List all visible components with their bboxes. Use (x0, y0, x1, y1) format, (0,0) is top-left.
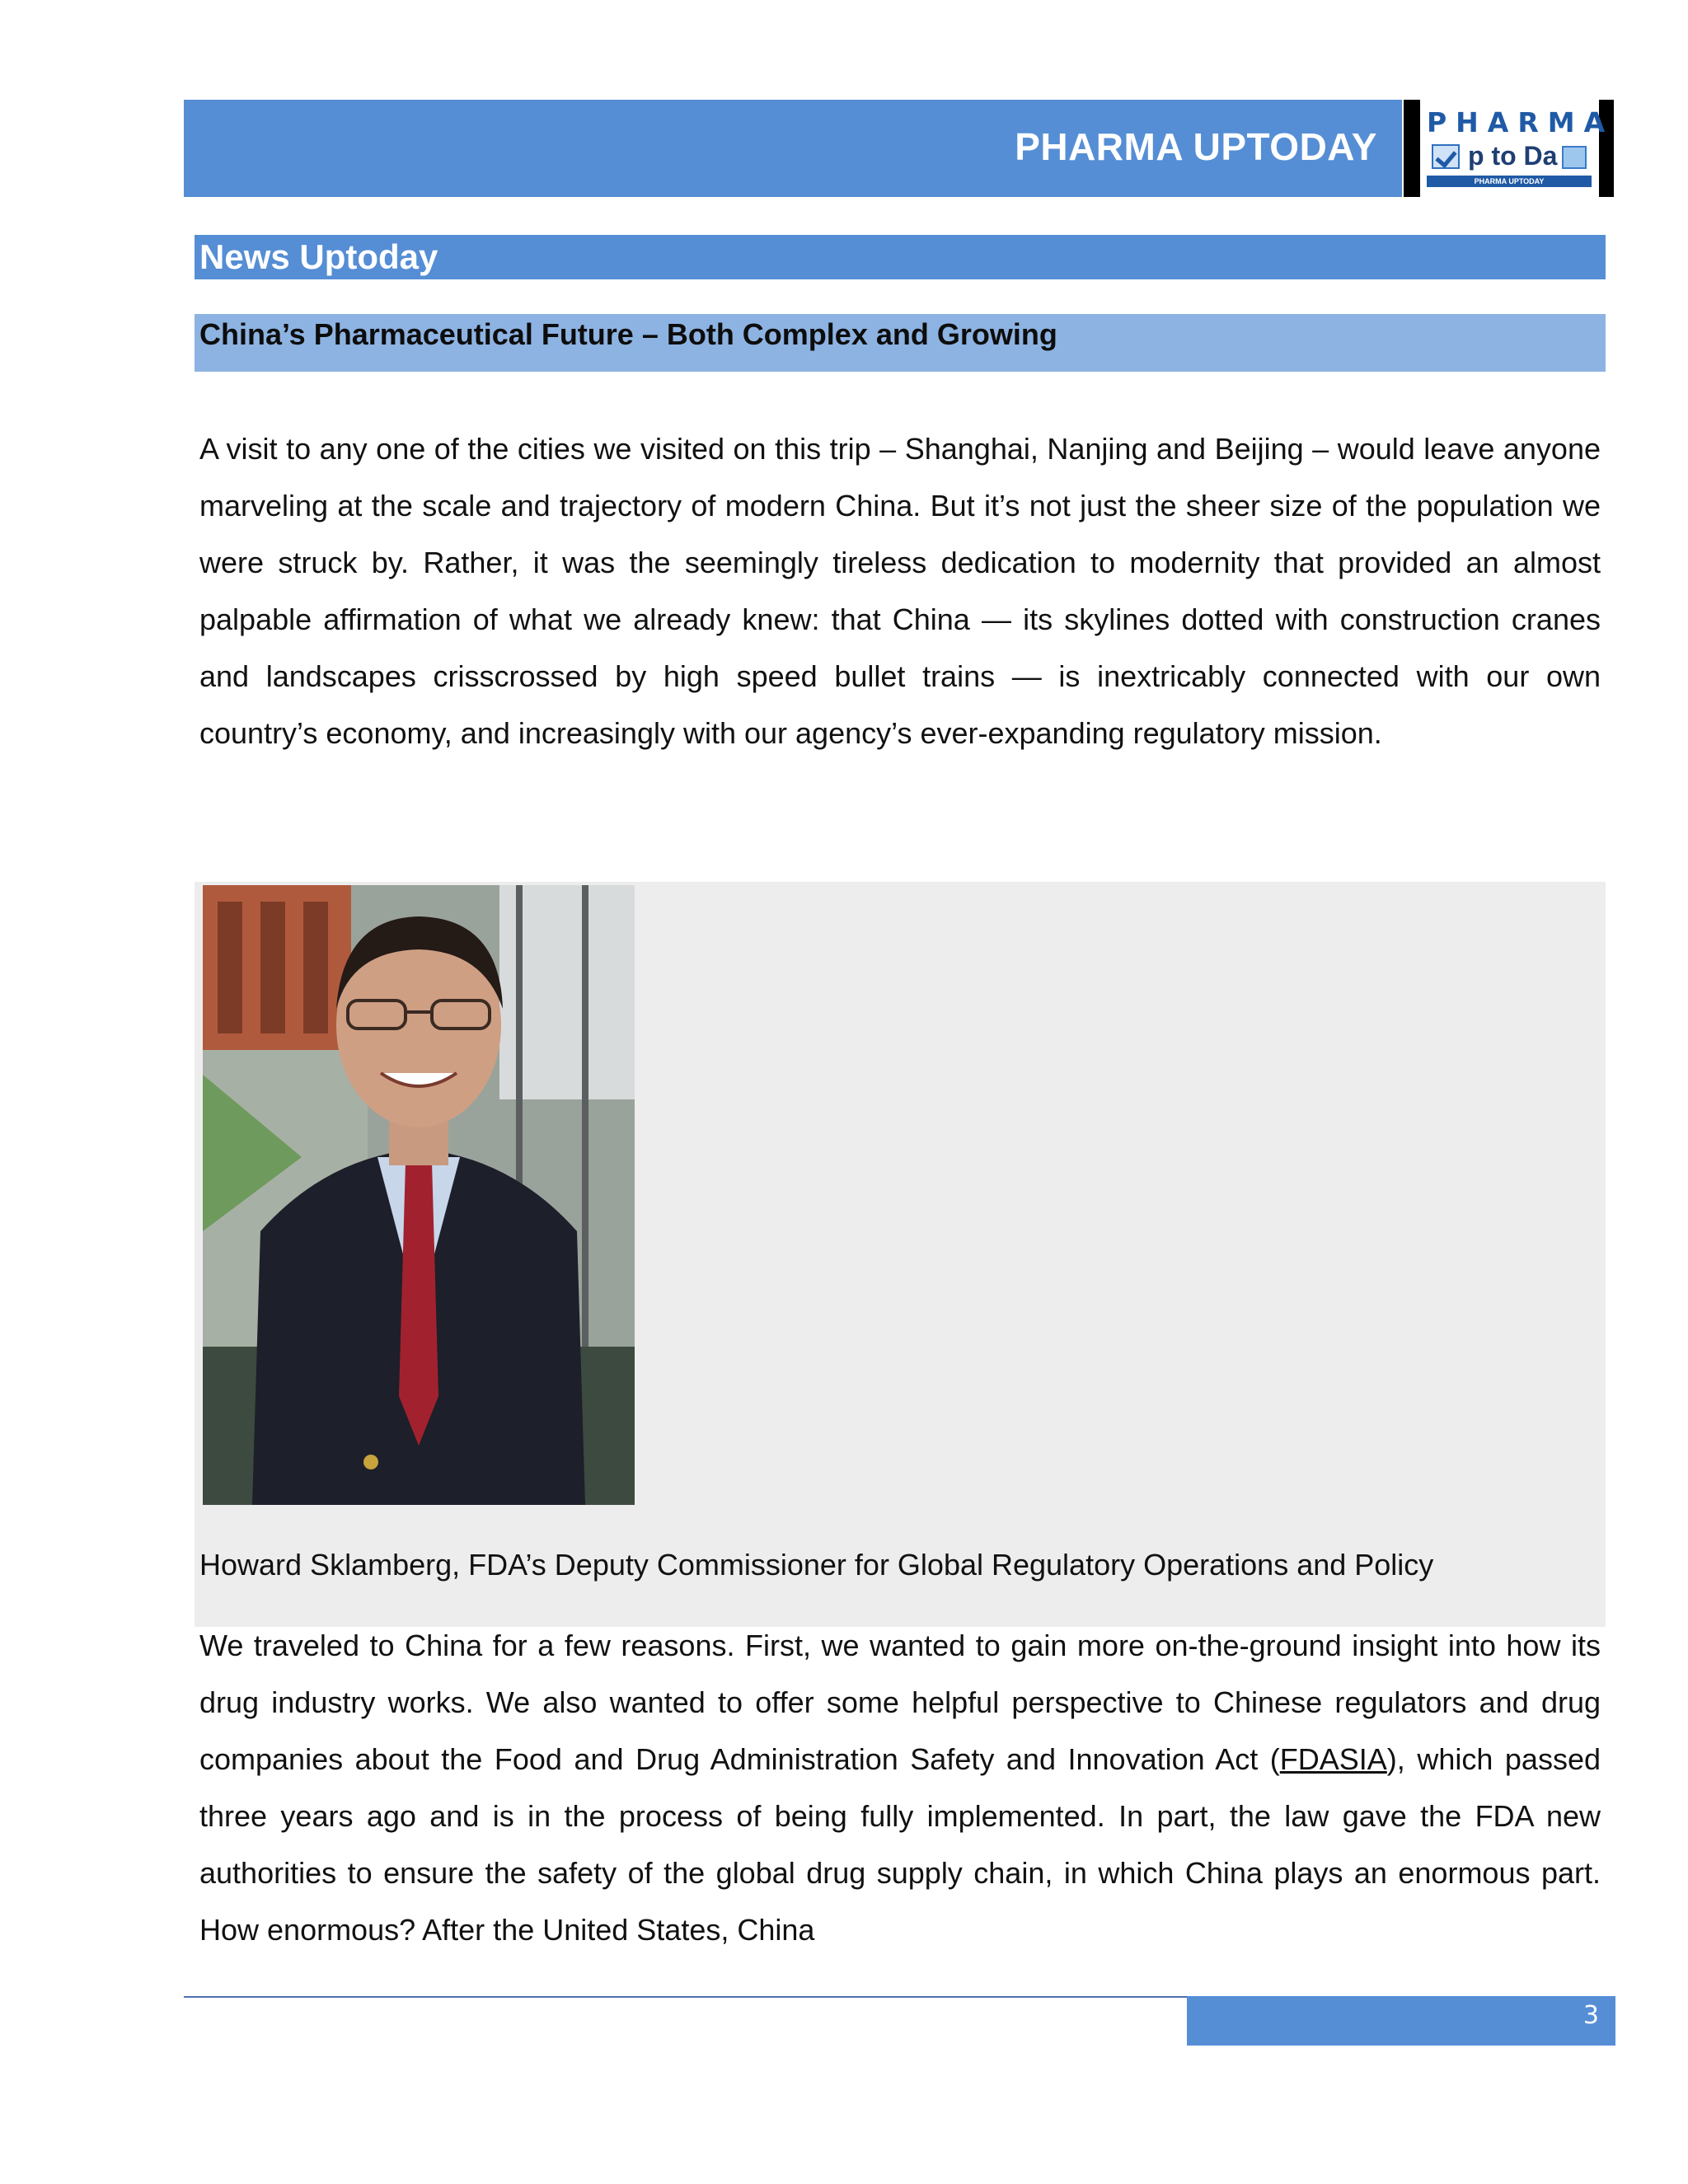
photo-caption: Howard Sklamberg, FDA’s Deputy Commissioner for Global Regulatory Operations and Policy (199, 1548, 1434, 1582)
header-title: PHARMA UPTODAY (1015, 125, 1377, 168)
article-headline: China’s Pharmaceutical Future – Both Complex and Growing (195, 314, 1606, 372)
footer-rule (184, 1996, 1187, 1998)
fdasia-link[interactable]: FDASIA (1279, 1742, 1387, 1776)
section-title: News Uptoday (195, 235, 1606, 279)
paragraph-1: A visit to any one of the cities we visited on this trip – Shanghai, Nanjing and Beijing – would leave anyone marveling at the scale and trajectory of modern China. But it’s not just the sheer size of the population we were struck by. Rather, it was the seemingly tireless dedication to modernity that provided an almost palpable affirmation of what we already knew: that China — its skylines dotted with construction cranes and landscapes crisscrossed by high speed bullet trains — is inextricably connected with our own country’s economy, and increasingly with our agency’s ever-expanding regulatory mission. (199, 432, 1601, 750)
logo-sub-text: PHARMA UPTODAY (1427, 176, 1592, 187)
paragraph-2-text-a: We traveled to China for a few reasons. First, we wanted to gain more on-the-ground insight into how its drug industry works. We also wanted to offer some helpful perspective to Chinese regulators and drug companies about the Food and Drug Administration Safety and Innovation Act ( (199, 1629, 1601, 1776)
logo-middle-text: p to Da (1468, 141, 1558, 171)
pharma-logo (1404, 100, 1614, 197)
portrait-photo (203, 885, 635, 1505)
logo-top-text: PHARMA (1427, 106, 1615, 138)
book-icon (1562, 146, 1587, 169)
header-bar (184, 100, 1402, 197)
photo-block (195, 882, 1606, 1627)
logo-middle (1432, 143, 1588, 174)
page-number: 3 (1187, 1996, 1615, 2046)
paragraph-2 (199, 1617, 1601, 1958)
checkmark-icon (1432, 144, 1460, 169)
paragraph-2-text-b: ), which passed three years ago and is in the process of being fully implemented. In part, the law gave the FDA new authorities to ensure the safety of the global drug supply chain, in which China plays an enormous part. How enormous? After the United States, China (199, 1742, 1601, 1947)
